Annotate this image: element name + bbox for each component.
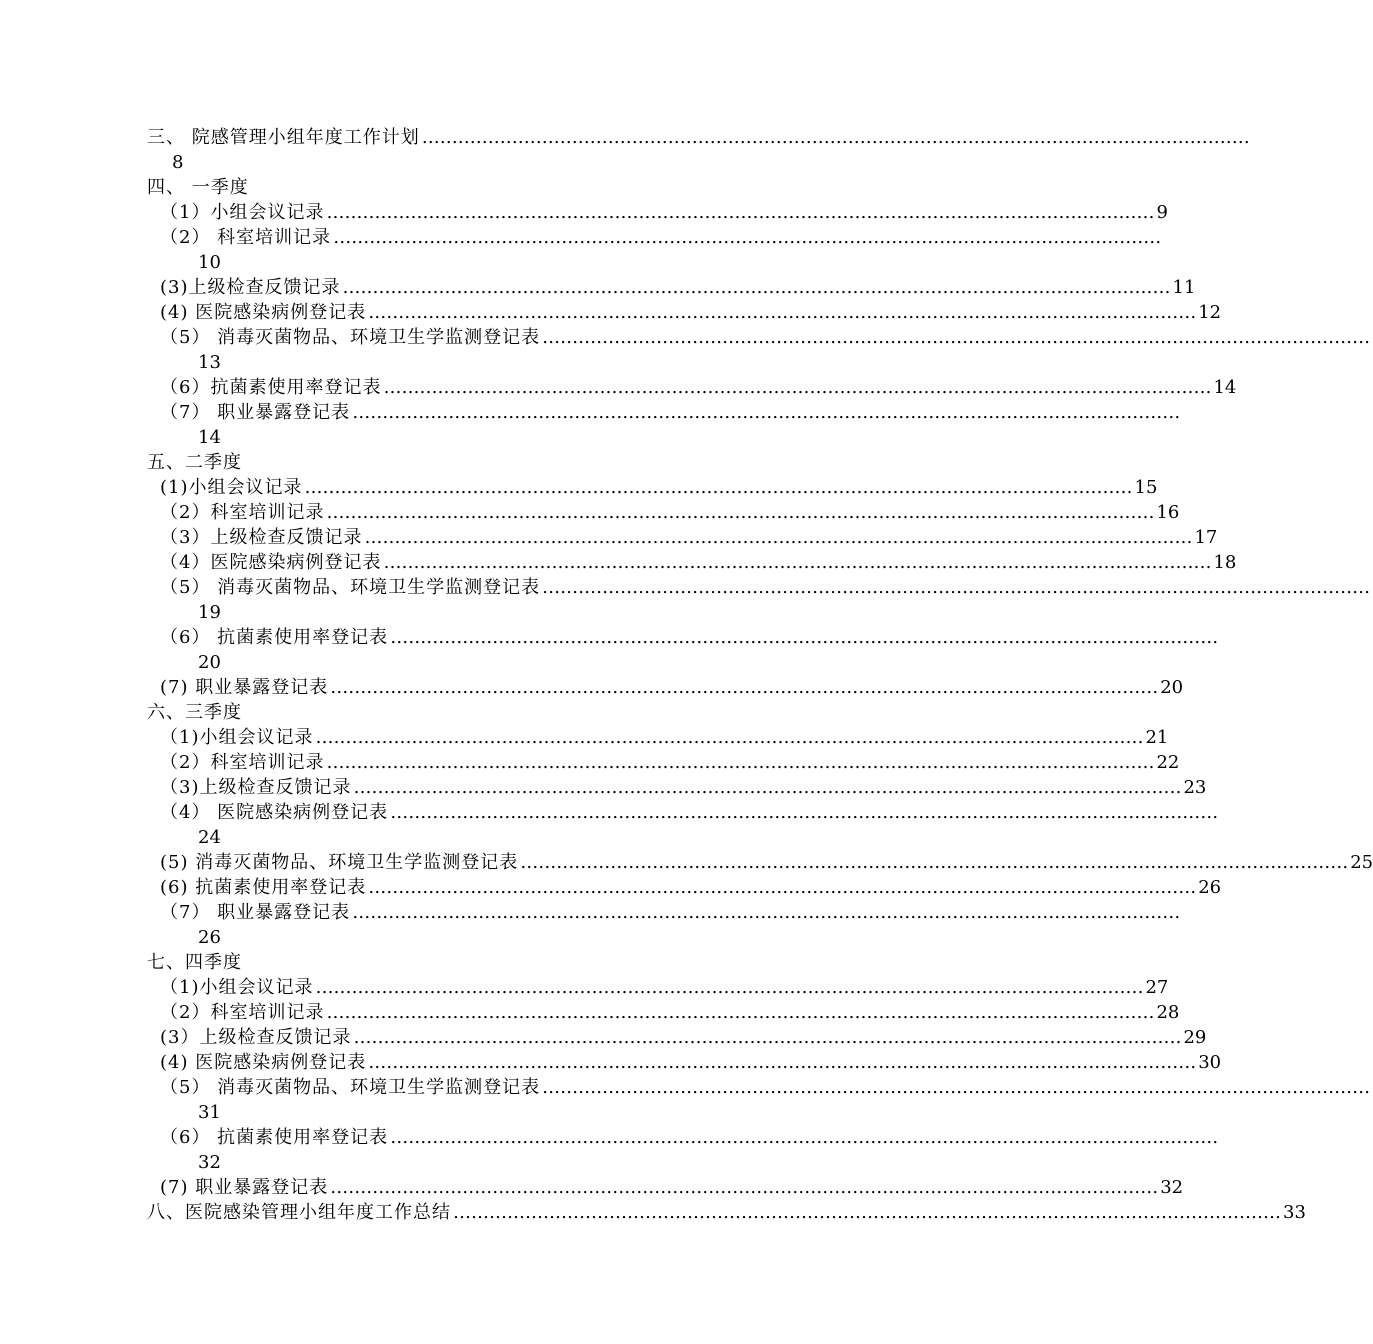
- toc-entry: [147, 125, 1250, 150]
- toc-entry-title: （2） 科室培训记录: [160, 227, 332, 248]
- toc-leader: …………………………………………………………………………………………………………………………: [368, 302, 1197, 323]
- toc-leader: …………………………………………………………………………………………………………………………: [383, 552, 1212, 573]
- toc-entry-title: （7） 职业暴露登记表: [160, 402, 351, 423]
- toc-entry-page: 11: [1172, 277, 1196, 298]
- toc-entry: [160, 1025, 1207, 1050]
- toc-entry-title: (7) 职业暴露登记表: [160, 1177, 329, 1198]
- toc-leader: …………………………………………………………………………………………………………………………: [304, 477, 1133, 498]
- toc-entry: [160, 975, 1169, 1000]
- toc-leader: …………………………………………………………………………………………………………………………: [326, 752, 1155, 773]
- toc-entry-title: （3）上级检查反馈记录: [160, 527, 363, 548]
- toc-entry: [160, 675, 1184, 700]
- toc-entry-title: (3）上级检查反馈记录: [160, 1027, 352, 1048]
- toc-leader: …………………………………………………………………………………………………………………………: [421, 127, 1250, 148]
- toc-entry-title: （5） 消毒灭菌物品、环境卫生学监测登记表: [160, 577, 541, 598]
- toc-entry-title: （1)小组会议记录: [160, 727, 314, 748]
- toc-entry-title: (1)小组会议记录: [160, 477, 303, 498]
- toc-entry-title: (7) 职业暴露登记表: [160, 677, 329, 698]
- toc-leader: …………………………………………………………………………………………………………………………: [330, 677, 1159, 698]
- toc-entry: [160, 875, 1222, 900]
- toc-entry: [160, 550, 1237, 575]
- toc-entry-page: 29: [1183, 1027, 1207, 1048]
- toc-entry-title: (5) 消毒灭菌物品、环境卫生学监测登记表: [160, 852, 519, 873]
- toc-entry-page: 22: [1156, 752, 1180, 773]
- toc-entry-title: （2）科室培训记录: [160, 502, 325, 523]
- toc-entry-page: 17: [1194, 527, 1218, 548]
- toc-entry: [160, 725, 1169, 750]
- toc-entry-page: 18: [1213, 552, 1237, 573]
- toc-entry: [160, 225, 1162, 250]
- toc-entry-title: （5） 消毒灭菌物品、环境卫生学监测登记表: [160, 327, 541, 348]
- toc-leader: …………………………………………………………………………………………………………………………: [390, 627, 1219, 648]
- toc-entry-page: 23: [1183, 777, 1207, 798]
- toc-entry: [160, 400, 1181, 425]
- toc-entry: [160, 800, 1219, 825]
- toc-entry-page: 20: [198, 652, 221, 673]
- toc-entry-page: 10: [198, 252, 221, 273]
- toc-section-heading: 四、 一季度: [147, 177, 249, 198]
- toc-entry-page: 32: [198, 1152, 221, 1173]
- toc-section-heading: 六、三季度: [147, 702, 242, 723]
- toc-entry: [160, 275, 1196, 300]
- toc-leader: …………………………………………………………………………………………………………………………: [542, 1077, 1371, 1098]
- toc-entry-page: 33: [1283, 1202, 1306, 1223]
- toc-entry-title: (3)上级检查反馈记录: [160, 277, 341, 298]
- toc-entry: [160, 325, 1371, 350]
- toc-leader: …………………………………………………………………………………………………………………………: [326, 1002, 1155, 1023]
- toc-entry-page: 19: [198, 602, 221, 623]
- toc-entry-title: （2）科室培训记录: [160, 1002, 325, 1023]
- toc-entry-title: （6） 抗菌素使用率登记表: [160, 627, 389, 648]
- toc-entry-title: (6) 抗菌素使用率登记表: [160, 877, 367, 898]
- toc-leader: …………………………………………………………………………………………………………………………: [333, 227, 1162, 248]
- toc-leader: …………………………………………………………………………………………………………………………: [542, 577, 1371, 598]
- toc-leader: …………………………………………………………………………………………………………………………: [353, 777, 1182, 798]
- toc-entry-title: （2）科室培训记录: [160, 752, 325, 773]
- toc-entry-page: 24: [198, 827, 221, 848]
- toc-section-heading: 五、二季度: [147, 452, 242, 473]
- toc-entry: [160, 850, 1373, 875]
- toc-entry: [147, 1200, 1306, 1225]
- toc-entry: [160, 300, 1222, 325]
- toc-leader: …………………………………………………………………………………………………………………………: [326, 502, 1155, 523]
- toc-section-heading: 七、四季度: [147, 952, 242, 973]
- toc-entry-page: 16: [1156, 502, 1180, 523]
- toc-entry-page: 25: [1350, 852, 1373, 873]
- toc-entry: [160, 1125, 1219, 1150]
- toc-leader: …………………………………………………………………………………………………………………………: [390, 802, 1219, 823]
- toc-entry: [160, 750, 1180, 775]
- toc-entry-title: （1)小组会议记录: [160, 977, 314, 998]
- toc-entry-title: 三、 院感管理小组年度工作计划: [147, 127, 420, 148]
- toc-entry-page: 14: [198, 427, 221, 448]
- toc-leader: …………………………………………………………………………………………………………………………: [315, 727, 1144, 748]
- toc-leader: …………………………………………………………………………………………………………………………: [390, 1127, 1219, 1148]
- toc-entry-page: 21: [1145, 727, 1169, 748]
- toc-leader: …………………………………………………………………………………………………………………………: [542, 327, 1371, 348]
- toc-entry: [160, 1050, 1222, 1075]
- toc-leader: …………………………………………………………………………………………………………………………: [520, 852, 1349, 873]
- toc-leader: …………………………………………………………………………………………………………………………: [353, 1027, 1182, 1048]
- toc-entry: [160, 775, 1207, 800]
- toc-leader: …………………………………………………………………………………………………………………………: [364, 527, 1193, 548]
- toc-entry-page: 26: [1198, 877, 1222, 898]
- toc-entry-title: （6）抗菌素使用率登记表: [160, 377, 382, 398]
- toc-entry-title: （1）小组会议记录: [160, 202, 325, 223]
- toc-entry-page: 32: [1160, 1177, 1184, 1198]
- toc-entry: [160, 575, 1371, 600]
- toc-entry: [160, 500, 1180, 525]
- toc-entry-page: 13: [198, 352, 221, 373]
- toc-entry-title: （6） 抗菌素使用率登记表: [160, 1127, 389, 1148]
- toc-leader: …………………………………………………………………………………………………………………………: [368, 877, 1197, 898]
- toc-entry-title: (4) 医院感染病例登记表: [160, 302, 367, 323]
- toc-leader: …………………………………………………………………………………………………………………………: [326, 202, 1155, 223]
- toc-entry-title: 八、医院感染管理小组年度工作总结: [147, 1202, 451, 1223]
- toc-leader: …………………………………………………………………………………………………………………………: [342, 277, 1171, 298]
- toc-entry: [160, 200, 1168, 225]
- toc-entry: [160, 625, 1219, 650]
- toc-entry: [160, 375, 1237, 400]
- toc-entry-title: （4）医院感染病例登记表: [160, 552, 382, 573]
- toc-entry: [160, 525, 1218, 550]
- toc-entry: [160, 475, 1158, 500]
- toc-entry-page: 12: [1198, 302, 1222, 323]
- toc-entry-page: 9: [1156, 202, 1168, 223]
- toc-leader: …………………………………………………………………………………………………………………………: [383, 377, 1212, 398]
- toc-entry: [160, 900, 1181, 925]
- toc-entry-page: 8: [172, 152, 184, 173]
- toc-entry: [160, 1175, 1184, 1200]
- toc-entry-title: （3)上级检查反馈记录: [160, 777, 352, 798]
- toc-entry-page: 14: [1213, 377, 1237, 398]
- toc-entry-page: 30: [1198, 1052, 1222, 1073]
- toc-entry-page: 26: [198, 927, 221, 948]
- toc-entry-page: 27: [1145, 977, 1169, 998]
- toc-leader: …………………………………………………………………………………………………………………………: [368, 1052, 1197, 1073]
- toc-leader: …………………………………………………………………………………………………………………………: [453, 1202, 1281, 1223]
- toc-entry-title: （7） 职业暴露登记表: [160, 902, 351, 923]
- toc-entry-page: 31: [198, 1102, 221, 1123]
- toc-leader: …………………………………………………………………………………………………………………………: [352, 902, 1181, 923]
- toc-leader: …………………………………………………………………………………………………………………………: [330, 1177, 1159, 1198]
- toc-entry: [160, 1075, 1371, 1100]
- toc-entry-page: 15: [1134, 477, 1158, 498]
- toc-entry-page: 28: [1156, 1002, 1180, 1023]
- toc-entry-title: （4） 医院感染病例登记表: [160, 802, 389, 823]
- toc-entry: [160, 1000, 1180, 1025]
- toc-entry-title: (4) 医院感染病例登记表: [160, 1052, 367, 1073]
- toc-leader: …………………………………………………………………………………………………………………………: [315, 977, 1144, 998]
- toc-entry-page: 20: [1160, 677, 1184, 698]
- toc-entry-title: （5） 消毒灭菌物品、环境卫生学监测登记表: [160, 1077, 541, 1098]
- toc-leader: …………………………………………………………………………………………………………………………: [352, 402, 1181, 423]
